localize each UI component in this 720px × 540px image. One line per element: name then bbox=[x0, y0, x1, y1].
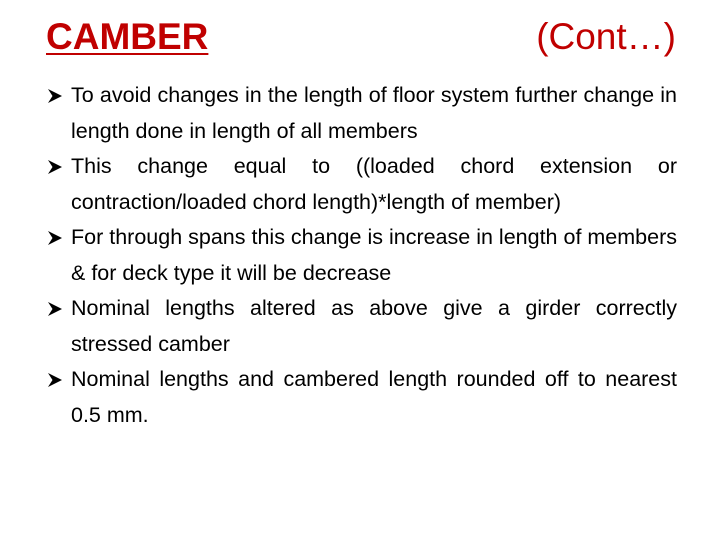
arrow-bullet-icon bbox=[45, 362, 67, 397]
arrow-bullet-icon bbox=[45, 78, 67, 113]
title-row bbox=[46, 16, 676, 64]
bullet-item bbox=[46, 291, 677, 362]
slide-title: CAMBER bbox=[46, 16, 209, 57]
bullet-item bbox=[46, 362, 677, 433]
arrow-bullet-icon bbox=[45, 220, 67, 255]
bullet-text: To avoid changes in the length of floor system further change in length done in length of all members bbox=[71, 83, 677, 143]
bullet-text: For through spans this change is increase in length of members & for deck type it will be decrease bbox=[71, 225, 677, 285]
bullet-item bbox=[46, 149, 677, 220]
slide-title-continued: (Cont…) bbox=[536, 16, 676, 57]
bullet-text: This change equal to ((loaded chord extension or contraction/loaded chord length)*length of member) bbox=[71, 154, 677, 214]
bullet-text: Nominal lengths altered as above give a girder correctly stressed camber bbox=[71, 296, 677, 356]
arrow-bullet-icon bbox=[45, 149, 67, 184]
bullet-item bbox=[46, 220, 677, 291]
arrow-bullet-icon bbox=[45, 291, 67, 326]
bullet-text: Nominal lengths and cambered length rounded off to nearest 0.5 mm. bbox=[71, 367, 677, 427]
bullet-list bbox=[46, 78, 677, 433]
bullet-item bbox=[46, 78, 677, 149]
